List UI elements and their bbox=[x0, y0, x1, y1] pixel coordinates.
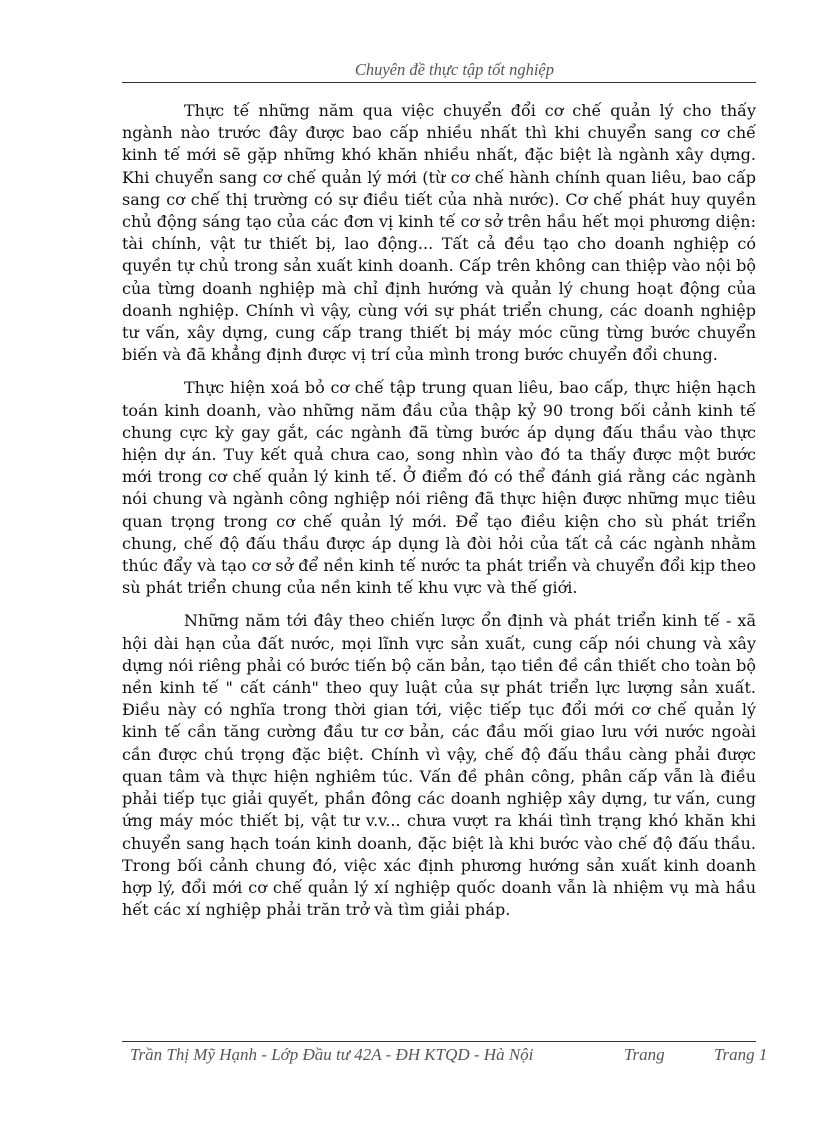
paragraph-1: Thực tế những năm qua việc chuyển đổi cơ chế quản lý cho thấy ngành nào trước đây được bao cấp nhiều nhất thì khi chuyển sang cơ chế kinh tế mới sẽ gặp những khó khăn nhiều nhất, đặc biệt là ngành xây dựng. Khi chuyển sang cơ chế quản lý mới (từ cơ chế hành chính quan liêu, bao cấp sang cơ chế thị trường có sự điều tiết của nhà nước). Cơ chế phát huy quyền chủ động sáng tạo của các đơn vị kinh tế cơ sở trên hầu hết mọi phương diện: tài chính, vật tư thiết bị, lao động... Tất cả đều tạo cho doanh nghiệp có quyền tự chủ trong sản xuất kinh doanh. Cấp trên không can thiệp vào nội bộ của từng doanh nghiệp mà chỉ định hướng và quản lý chung hoạt động của doanh nghiệp. Chính vì vậy, cùng với sự phát triển chung, các doanh nghiệp tư vấn, xây dựng, cung cấp trang thiết bị máy móc cũng từng bước chuyển biến và đã khẳng định được vị trí của mình trong bước chuyển đổi chung. bbox=[122, 101, 756, 365]
page-footer bbox=[130, 1045, 780, 1069]
footer-page-number: Trang 1 bbox=[714, 1045, 768, 1064]
document-body bbox=[122, 100, 756, 932]
footer-author: Trần Thị Mỹ Hạnh - Lớp Đầu tư 42A - ĐH KTQD - Hà Nội bbox=[130, 1045, 534, 1064]
page-header bbox=[122, 58, 756, 83]
header-title: Chuyên đề thực tập tốt nghiệp bbox=[354, 60, 554, 79]
paragraph-2: Thực hiện xoá bỏ cơ chế tập trung quan liêu, bao cấp, thực hiện hạch toán kinh doanh, vào những năm đầu của thập kỷ 90 trong bối cảnh kinh tế chung cực kỳ gay gắt, các ngành đã từng bước áp dụng đấu thầu vào thực hiện dự án. Tuy kết quả chưa cao, song nhìn vào đó ta thấy được một bước mới trong cơ chế quản lý kinh tế. Ở điểm đó có thể đánh giá rằng các ngành nói chung và ngành công nghiệp nói riêng đã thực hiện được những mục tiêu quan trọng trong cơ chế quản lý mới. Để tạo điều kiện cho sù phát triển chung, chế độ đấu thầu được áp dụng là đòi hỏi của tất cả các ngành nhằm thúc đẩy và tạo cơ sở để nền kinh tế nước ta phát triển và chuyển đổi kịp theo sù phát triển chung của nền kinh tế khu vực và thế giới. bbox=[122, 378, 756, 598]
paragraph-3: Những năm tới đây theo chiến lược ổn định và phát triển kinh tế - xã hội dài hạn của đất nước, mọi lĩnh vực sản xuất, cung cấp nói chung và xây dựng nói riêng phải có bước tiến bộ căn bản, tạo tiền đề cần thiết cho toàn bộ nền kinh tế " cất cánh" theo quy luật của sự phát triển lực lượng sản xuất. Điều này có nghĩa trong thời gian tới, việc tiếp tục đổi mới cơ chế quản lý kinh tế cần tăng cường đầu tư cơ bản, các đầu mối giao lưu với nước ngoài cần được chú trọng đặc biệt. Chính vì vậy, chế độ đấu thầu càng phải được quan tâm và thực hiện nghiêm túc. Vấn đề phân công, phân cấp vẫn là điều phải tiếp tục giải quyết, phần đông các doanh nghiệp xây dựng, tư vấn, cung ứng máy móc thiết bị, vật tư v.v... chưa vượt ra khái tình trạng khó khăn khi chuyển sang hạch toán kinh doanh, đặc biệt là khi bước vào chế độ đấu thầu. Trong bối cảnh chung đó, việc xác định phương hướng sản xuất kinh doanh hợp lý, đổi mới cơ chế quản lý xí nghiệp quốc doanh vẫn là nhiệm vụ mà hầu hết các xí nghiệp phải trăn trở và tìm giải pháp. bbox=[122, 611, 756, 920]
footer-page-label: Trang bbox=[624, 1045, 665, 1064]
footer-divider bbox=[122, 1041, 756, 1042]
